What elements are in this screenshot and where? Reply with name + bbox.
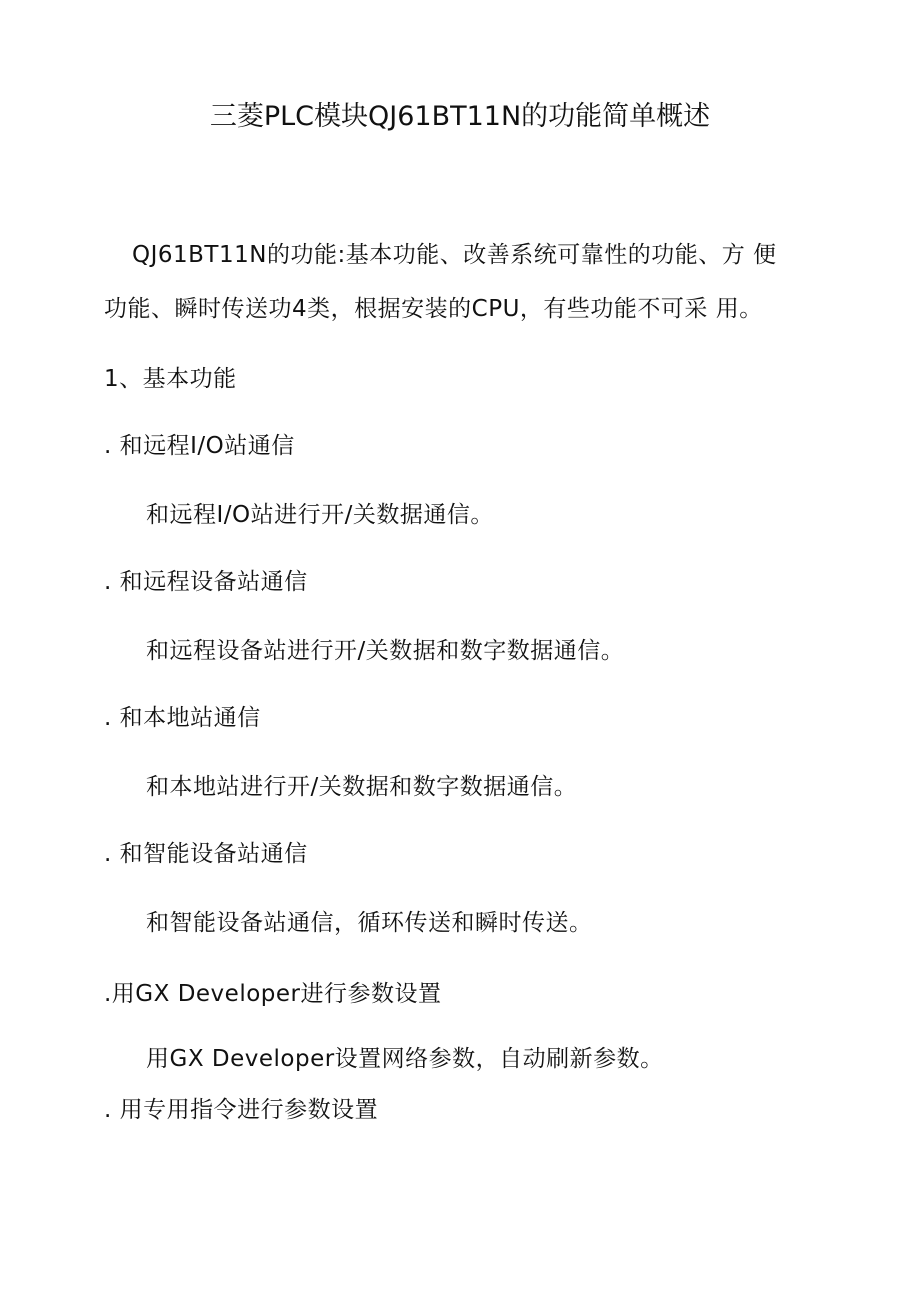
item-heading-remote-device: . 和远程设备站通信 <box>104 569 308 595</box>
item-heading-intelligent-device: . 和智能设备站通信 <box>104 841 308 867</box>
item-text-intelligent-device: 和智能设备站通信，循环传送和瞬时传送。 <box>146 910 593 936</box>
item-text-local-station: 和本地站进行开/关数据和数字数据通信。 <box>146 774 578 800</box>
item-text-remote-device: 和远程设备站进行开/关数据和数字数据通信。 <box>146 638 625 664</box>
section-1-heading: 1、基本功能 <box>104 366 237 392</box>
item-heading-dedicated-instruction: . 用专用指令进行参数设置 <box>104 1097 379 1123</box>
intro-line-2: 功能、瞬时传送功4类，根据安装的CPU，有些功能不可采 用。 <box>104 296 763 322</box>
item-heading-local-station: . 和本地站通信 <box>104 705 261 731</box>
item-text-remote-io: 和远程I/O站进行开/关数据通信。 <box>146 502 494 528</box>
item-heading-remote-io: . 和远程I/O站通信 <box>104 433 295 459</box>
item-text-gx-developer: 用GX Developer设置网络参数，自动刷新参数。 <box>146 1046 664 1072</box>
item-heading-gx-developer: .用GX Developer进行参数设置 <box>104 981 442 1007</box>
document-title: 三菱PLC模块QJ61BT11N的功能简单概述 <box>209 101 711 132</box>
intro-line-1: QJ61BT11N的功能:基本功能、改善系统可靠性的功能、方 便 <box>132 242 777 268</box>
